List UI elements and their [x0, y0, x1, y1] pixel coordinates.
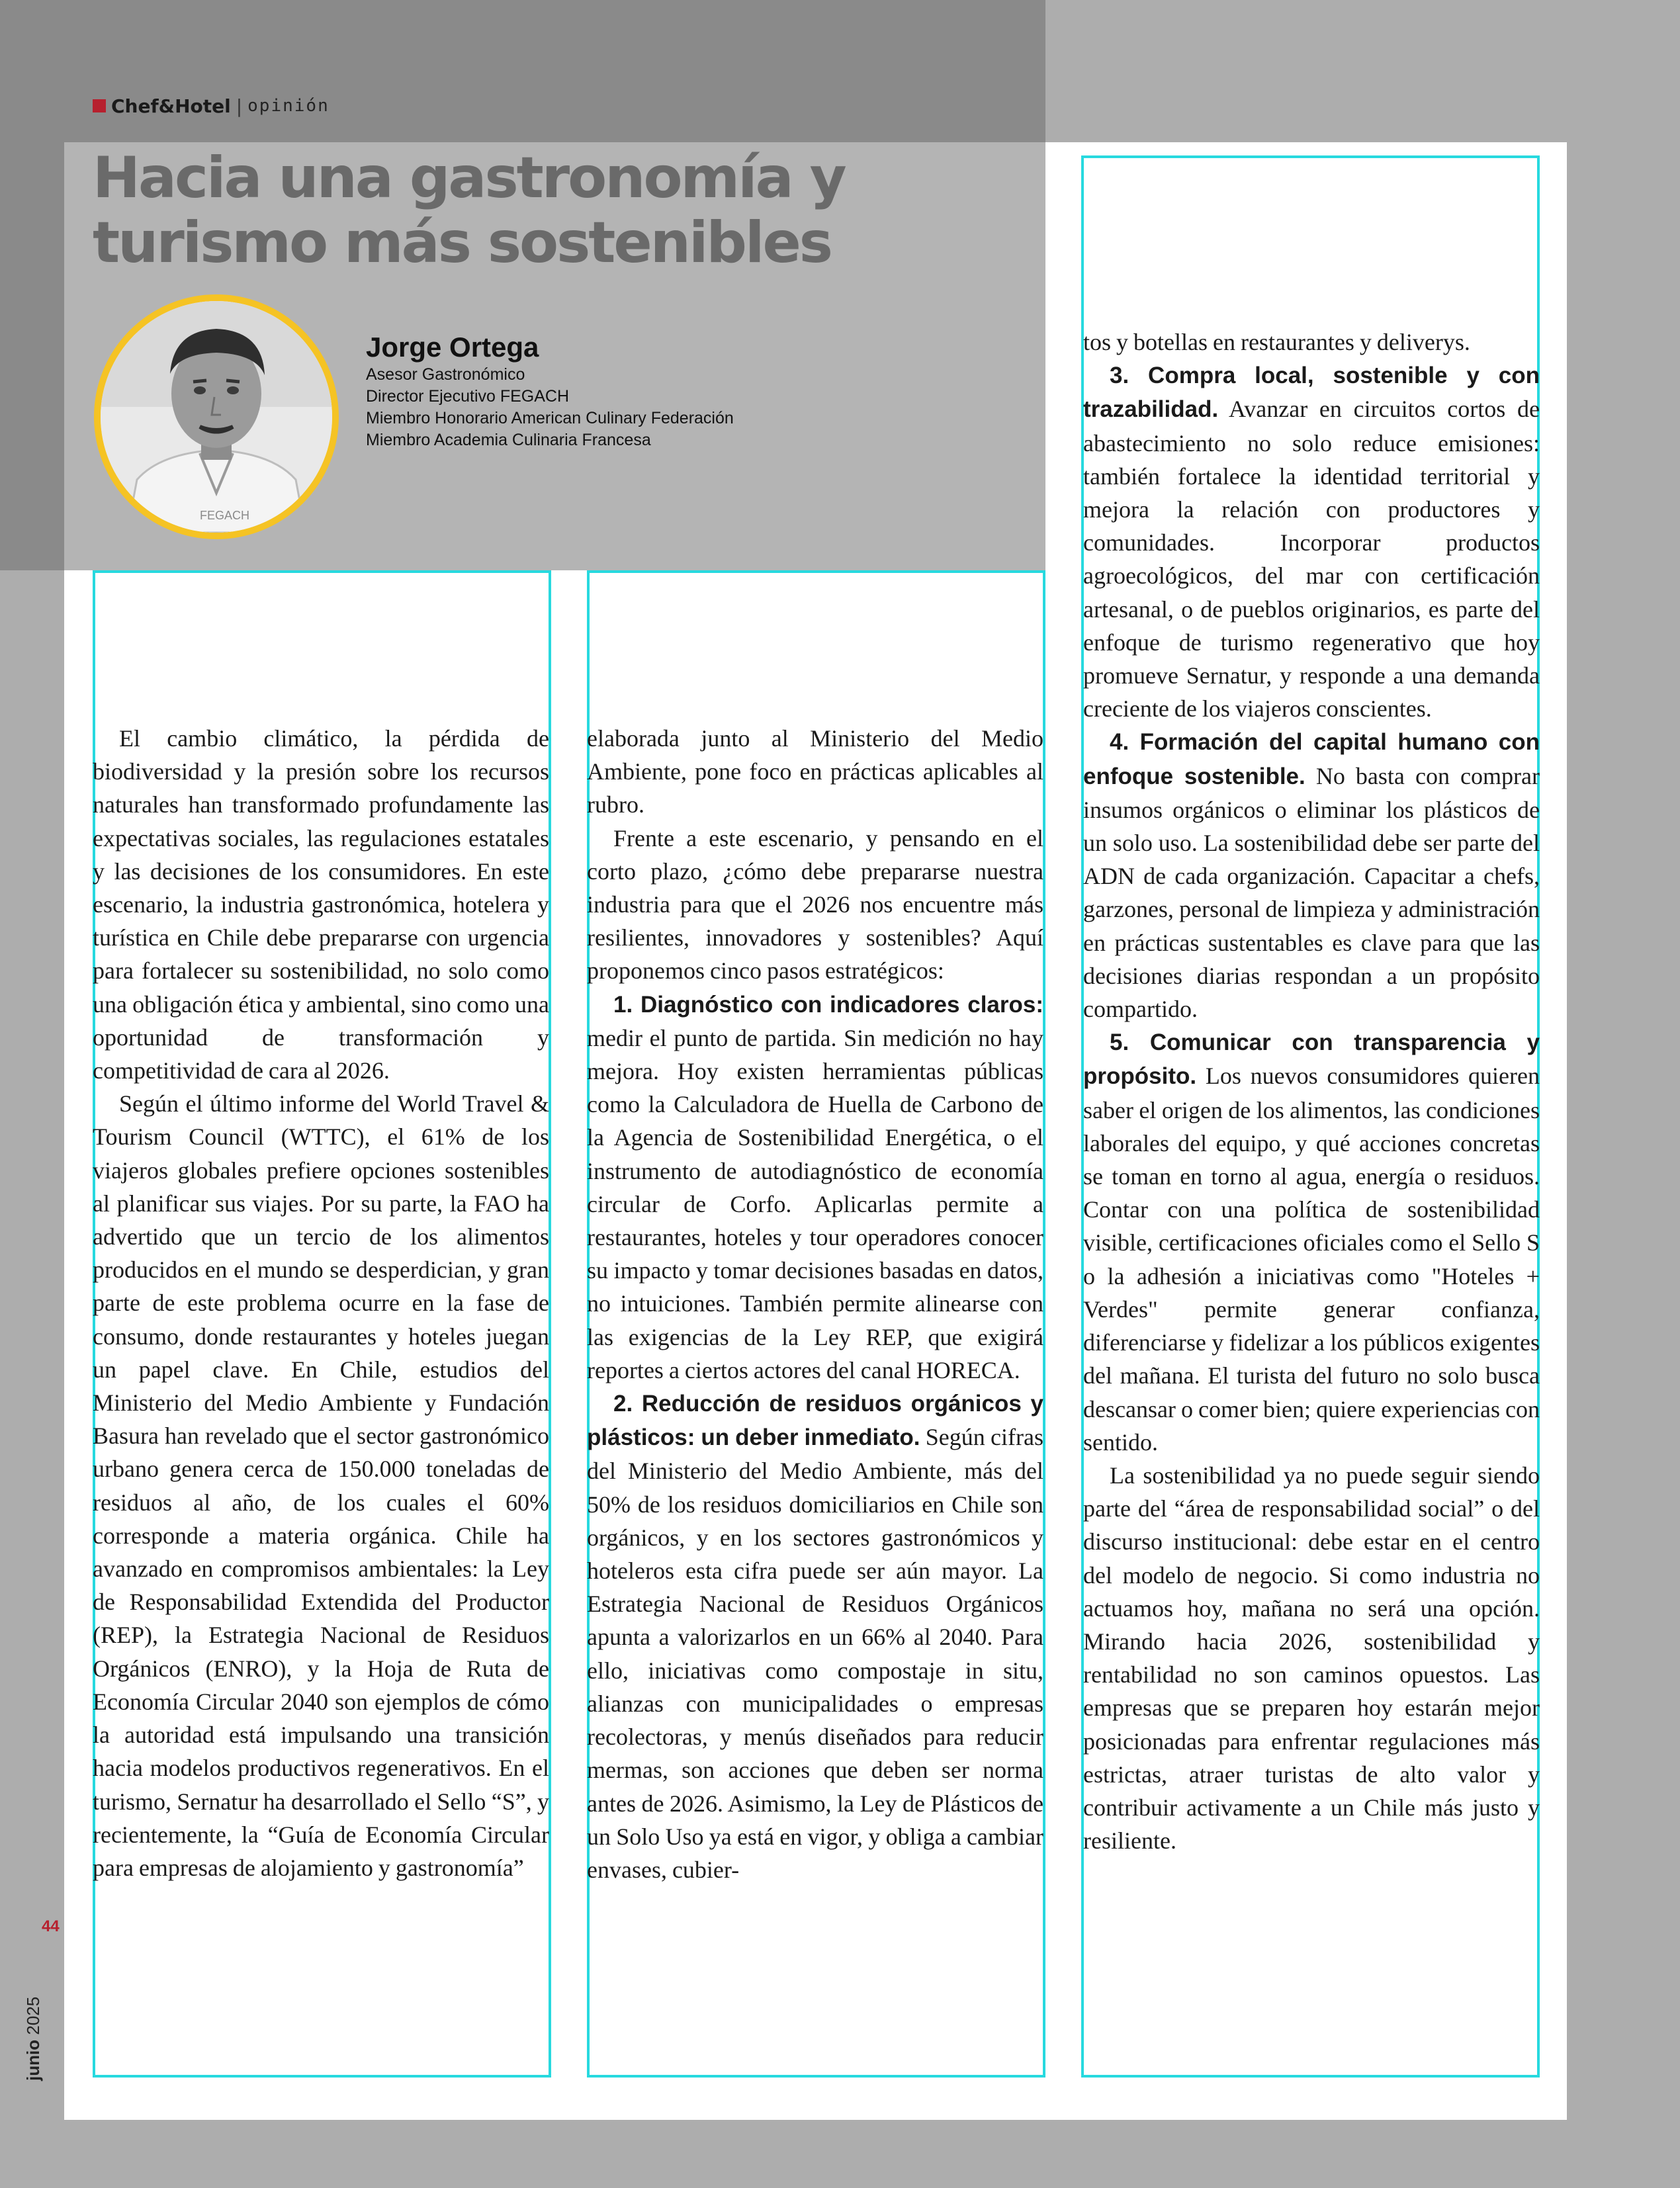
- step-title: 2. Reducción de residuos orgánicos y plásticos: un deber inmediato.: [587, 1391, 1043, 1451]
- section-label: [93, 93, 330, 119]
- author-role: Director Ejecutivo FEGACH: [366, 387, 570, 406]
- article-column-3: [1083, 326, 1540, 1857]
- step-title: 5. Comunicar con transparencia y propósito.: [1083, 1029, 1540, 1090]
- paragraph: Según el último informe del World Travel & Tourism Council (WTTC), el 61% de los viajeros globales prefiere opciones sostenibles al planificar sus viajes. Por su parte, la FAO ha advertido que un tercio de los alimentos producidos en el mundo se desperdician, y gran parte de este problema ocurre en la fase de consumo, donde restaurantes y hoteles juegan un papel clave. En Chile, estudios del Ministerio del Medio Ambiente y Fundación Basura han revelado que el sector gastronómico urbano genera cerca de 150.000 toneladas de residuos al año, de los cuales el 60% corresponde a materia orgánica. Chile ha avanzado en compromisos ambientales: la Ley de Responsabilidad Extendida del Productor (REP), la Estrategia Nacional de Residuos Orgánicos (ENRO), y la Hoja de Ruta de Economía Circular 2040 son ejemplos de cómo la autoridad está impulsando una transición hacia modelos productivos regenerativos. En el turismo, Sernatur ha desarrollado el Sello “S”, y recientemente, la “Guía de Economía Circular para empresas de alojamiento y gastronomía”: [93, 1090, 549, 1881]
- paragraph: Frente a este escenario, y pensando en el corto plazo, ¿cómo debe prepararse nuestra industria para que el 2026 nos encuentre más resilientes, innovadores y sostenibles? Aquí proponemos cinco pasos estratégicos:: [587, 824, 1043, 985]
- step-1: [587, 988, 1043, 1387]
- brand-name: Chef&Hotel: [111, 95, 231, 117]
- article-column-1: [93, 722, 549, 1884]
- step-text: No basta con comprar insumos orgánicos o eliminar los plásticos de un solo uso. La sostenibilidad debe ser parte del ADN de cada organización. Capacitar a chefs, garzones, personal de limpieza y administración en prácticas sustentables es clave para que las decisiones diarias respondan a un propósito compartido.: [1083, 762, 1540, 1023]
- step-title: 1. Diagnóstico con indicadores claros:: [613, 991, 1043, 1018]
- step-5: [1083, 1026, 1540, 1459]
- step-title: 4. Formación del capital humano con enfoque sostenible.: [1083, 729, 1540, 789]
- article-title-line-2: turismo más sostenibles: [93, 210, 831, 276]
- section-name: opinión: [247, 96, 330, 116]
- step-text: Según cifras del Ministerio del Medio Ambiente, más del 50% de los residuos domiciliarios en Chile son orgánicos, y en los sectores gastronómicos y hoteleros esta cifra puede ser aún mayor. La Estrategia Nacional de Residuos Orgánicos apunta a valorizarlos en un 66% al 2040. Para ello, iniciativas como compostaje in situ, alianzas con municipalidades o empresas recolectoras, y menús diseñados para reducir mermas, son acciones que deben ser norma antes de 2026. Asimismo, la Ley de Plásticos de un Solo Uso ya está en vigor, y obliga a cambiar envases, cubier-: [587, 1424, 1043, 1883]
- step-2: [587, 1387, 1043, 1886]
- label-separator: |: [236, 95, 243, 117]
- page-number: 44: [42, 1917, 60, 1935]
- step-title: 3. Compra local, sostenible y con trazabilidad.: [1083, 363, 1540, 423]
- author-photo: [101, 301, 332, 533]
- paragraph: elaborada junto al Ministerio del Medio Ambiente, pone foco en prácticas aplicables al rubro.: [587, 725, 1043, 818]
- author-role: Asesor Gastronómico: [366, 365, 525, 384]
- paragraph: La sostenibilidad ya no puede seguir siendo parte del “área de responsabilidad social” o del discurso institucional: debe estar en el centro del modelo de negocio. Si como industria no actuamos hoy, mañana no será una opción. Mirando hacia 2026, sostenibilidad y rentabilidad no son caminos opuestos. Las empresas que se preparen hoy estarán mejor posicionadas para enfrentar regulaciones más estrictas, atraer turistas de alto valor y contribuir activamente a un Chile más justo y resiliente.: [1083, 1462, 1540, 1855]
- issue-month: junio: [23, 2039, 43, 2081]
- step-3: [1083, 359, 1540, 725]
- author-role: Miembro Academia Culinaria Francesa: [366, 431, 651, 449]
- issue-date: [23, 1997, 44, 2081]
- issue-year: 2025: [23, 1996, 43, 2035]
- section-marker-icon: [93, 99, 106, 112]
- step-text: medir el punto de partida. Sin medición no hay mejora. Hoy existen herramientas públicas como la Calculadora de Huella de Carbono de la Agencia de Sostenibilidad Energética, o el instrumento de autodiagnóstico de economía circular de Corfo. Aplicarlas permite a restaurantes, hoteles y tour operadores conocer su impacto y tomar decisiones basadas en datos, no intuiciones. También permite alinearse con las exigencias de la Ley REP, que exigirá reportes a ciertos actores del canal HORECA.: [587, 1024, 1043, 1383]
- author-info: [366, 331, 1028, 451]
- step-4: [1083, 725, 1540, 1026]
- author-name: Jorge Ortega: [366, 331, 539, 363]
- author-role: Miembro Honorario American Culinary Federación: [366, 409, 734, 427]
- article-title-line-1: Hacia una gastronomía y: [93, 145, 845, 211]
- author-portrait: [94, 294, 339, 539]
- article-column-2: [587, 722, 1043, 1886]
- paragraph: tos y botellas en restaurantes y deliverys.: [1083, 329, 1470, 355]
- step-text: Avanzar en circuitos cortos de abastecimiento no solo reduce emisiones: también fortalece la identidad territorial y mejora la relación con productores y comunidades. Incorporar productos agroecológicos, del mar con certificación artesanal, o de pueblos originarios, es parte del enfoque de turismo regenerativo que hoy promueve Sernatur, y responde a una demanda creciente de los viajeros conscientes.: [1083, 396, 1540, 722]
- article-title: [93, 146, 1039, 275]
- step-text: Los nuevos consumidores quieren saber el origen de los alimentos, las condiciones laborales del equipo, y qué acciones concretas se toman en torno al agua, energía o residuos. Contar con una política de sostenibilidad visible, certificaciones oficiales como el Sello S o la adhesión a iniciativas como "Hoteles + Verdes" permite generar confianza, diferenciarse y fidelizar a los públicos exigentes del mañana. El turista del futuro no solo busca descansar o comer bien; quiere experiencias con sentido.: [1083, 1063, 1540, 1456]
- paragraph: El cambio climático, la pérdida de biodiversidad y la presión sobre los recursos naturales han transformado profundamente las expectativas sociales, las regulaciones estatales y las decisiones de los consumidores. En este escenario, la industria gastronómica, hotelera y turística en Chile debe prepararse con urgencia para fortalecer su sostenibilidad, no solo como una obligación ética y ambiental, sino como una oportunidad de transformación y competitividad de cara al 2026.: [93, 725, 549, 1084]
- jacket-logo: FEGACH: [200, 509, 250, 522]
